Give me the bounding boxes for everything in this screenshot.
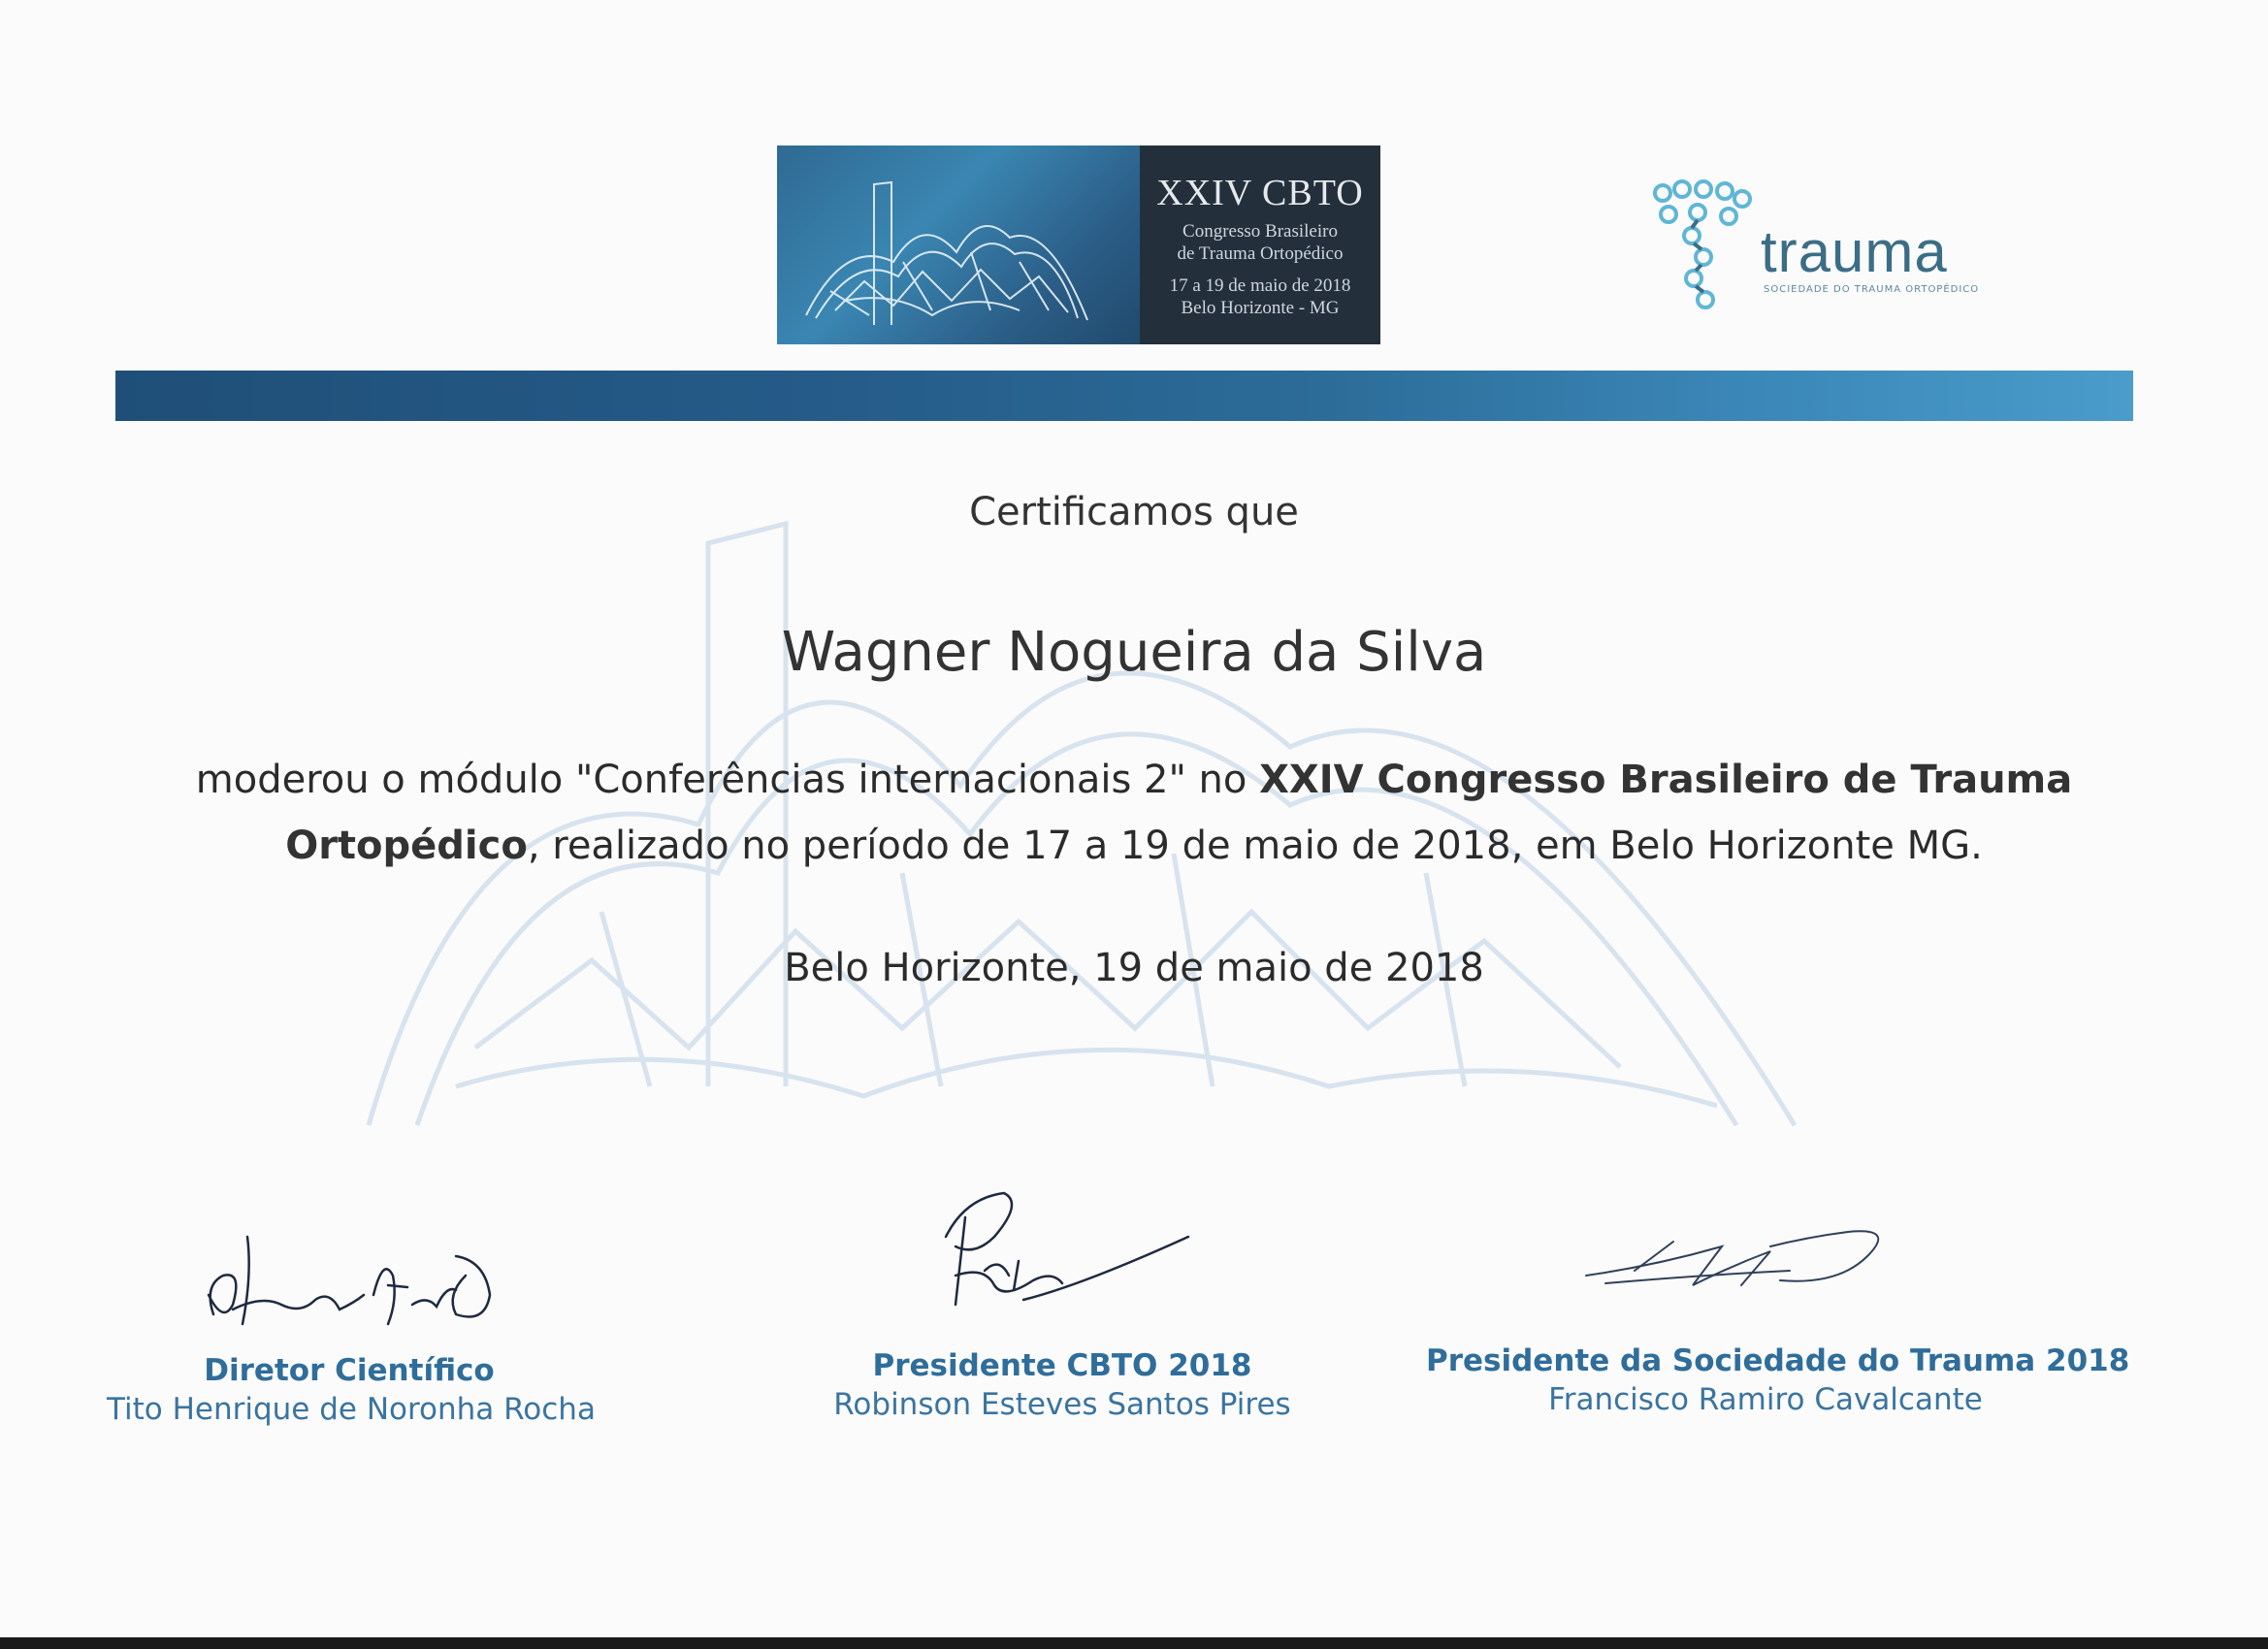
cbto-date-line1: 17 a 19 de maio de 2018 <box>1169 275 1351 296</box>
header-banner-bar <box>115 371 2133 421</box>
place-and-date: Belo Horizonte, 19 de maio de 2018 <box>784 946 1484 990</box>
body-text-part2: , realizado no período de 17 a 19 de maio de 2018, em Belo Horizonte MG. <box>527 824 1983 868</box>
trauma-tagline: SOCIEDADE DO TRAUMA ORTOPÉDICO <box>1764 284 1980 295</box>
signature-block-3 <box>1426 1343 2130 1417</box>
cbto-title: XXIV CBTO <box>1156 172 1364 213</box>
certificate-body <box>194 747 2074 879</box>
trauma-wordmark: trauma <box>1761 219 1948 284</box>
signature-presidente-cbto <box>926 1179 1198 1324</box>
signature-block-2 <box>820 1348 1305 1422</box>
signature-block-1 <box>107 1353 596 1427</box>
signature-role: Presidente CBTO 2018 <box>872 1348 1252 1383</box>
signature-diretor-cientifico <box>194 1217 504 1348</box>
cbto-logo <box>777 146 1380 344</box>
trauma-logo <box>1649 179 1979 315</box>
cbto-subtitle-line2: de Trauma Ortopédico <box>1177 242 1344 264</box>
pampulha-church-illustration <box>777 146 1140 344</box>
certify-intro: Certificamos que <box>969 490 1299 534</box>
signature-name: Robinson Esteves Santos Pires <box>833 1387 1291 1422</box>
congress-name: XXIV Congresso Brasileiro de Trauma Ortopédico <box>285 758 2073 868</box>
signature-name: Francisco Ramiro Cavalcante <box>1548 1382 1983 1417</box>
recipient-name: Wagner Nogueira da Silva <box>781 621 1487 684</box>
signature-presidente-sociedade <box>1576 1217 1906 1305</box>
body-text-part1: moderou o módulo "Conferências internacionais 2" no <box>195 758 1260 802</box>
cbto-date-line2: Belo Horizonte - MG <box>1181 297 1340 318</box>
cbto-subtitle-line1: Congresso Brasileiro <box>1183 220 1338 242</box>
scan-edge <box>0 1637 2268 1649</box>
signature-role: Presidente da Sociedade do Trauma 2018 <box>1426 1343 2130 1378</box>
signature-name: Tito Henrique de Noronha Rocha <box>107 1392 596 1427</box>
cbto-logo-text <box>1140 146 1380 344</box>
signature-role: Diretor Científico <box>204 1353 495 1388</box>
trauma-symbol-icon <box>1649 179 1756 315</box>
